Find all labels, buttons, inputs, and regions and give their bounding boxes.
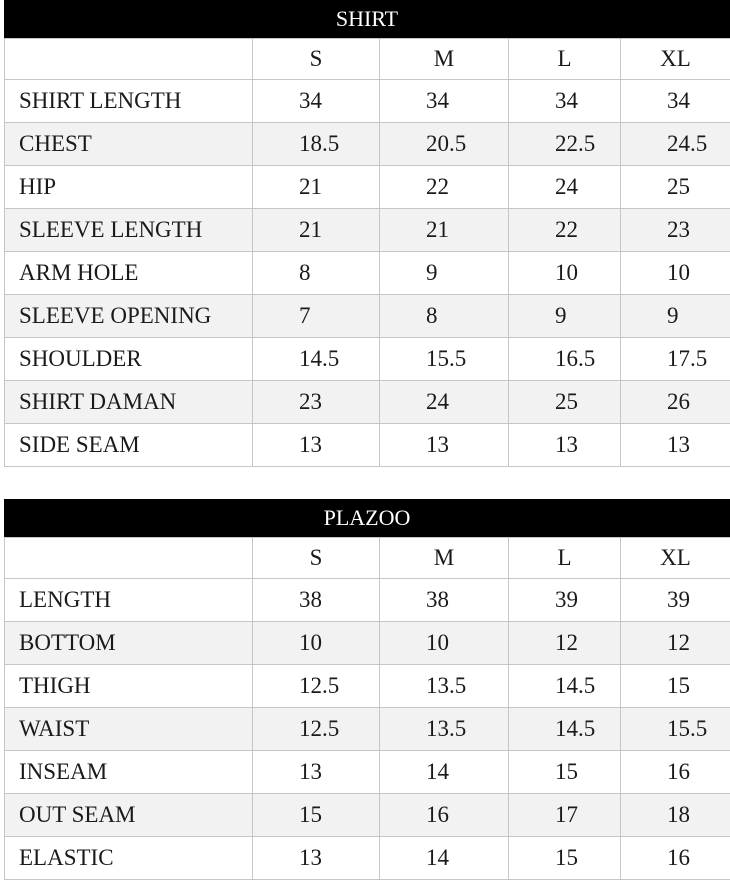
size-header-m: M (380, 538, 509, 579)
measurement-value: 20.5 (380, 123, 509, 166)
table-row (5, 381, 730, 424)
measurement-value: 10 (253, 622, 380, 665)
measurement-value: 14 (380, 837, 509, 880)
measurement-value: 39 (509, 579, 621, 622)
header-blank-cell (5, 538, 253, 579)
measurement-value: 23 (621, 209, 730, 252)
measurement-value: 14.5 (253, 338, 380, 381)
measurement-label: INSEAM (5, 751, 253, 794)
measurement-label: WAIST (5, 708, 253, 751)
measurement-value: 39 (621, 579, 730, 622)
measurement-label: SHIRT LENGTH (5, 80, 253, 123)
measurement-value: 34 (380, 80, 509, 123)
measurement-value: 8 (253, 252, 380, 295)
measurement-value: 12.5 (253, 665, 380, 708)
size-header-s: S (253, 538, 380, 579)
table-row (5, 295, 730, 338)
measurement-value: 14.5 (509, 708, 621, 751)
shirt-size-chart (4, 0, 730, 467)
measurement-label: SLEEVE OPENING (5, 295, 253, 338)
measurement-label: BOTTOM (5, 622, 253, 665)
measurement-value: 9 (509, 295, 621, 338)
size-header-l: L (509, 39, 621, 80)
measurement-value: 21 (253, 166, 380, 209)
measurement-label: THIGH (5, 665, 253, 708)
measurement-value: 18 (621, 794, 730, 837)
measurement-value: 13 (380, 424, 509, 467)
measurement-label: ARM HOLE (5, 252, 253, 295)
measurement-value: 9 (621, 295, 730, 338)
measurement-value: 18.5 (253, 123, 380, 166)
measurement-value: 10 (621, 252, 730, 295)
table-row (5, 579, 730, 622)
table-row (5, 338, 730, 381)
measurement-value: 13 (509, 424, 621, 467)
measurement-value: 34 (621, 80, 730, 123)
plazoo-table (4, 537, 730, 880)
measurement-value: 8 (380, 295, 509, 338)
shirt-size-header-row (5, 39, 730, 80)
measurement-label: HIP (5, 166, 253, 209)
measurement-value: 23 (253, 381, 380, 424)
shirt-table-body (5, 39, 730, 467)
size-header-xl: XL (621, 39, 730, 80)
measurement-value: 16 (621, 751, 730, 794)
measurement-value: 13 (621, 424, 730, 467)
measurement-value: 14.5 (509, 665, 621, 708)
measurement-label: CHEST (5, 123, 253, 166)
measurement-value: 12 (621, 622, 730, 665)
measurement-label: SIDE SEAM (5, 424, 253, 467)
measurement-value: 13 (253, 424, 380, 467)
measurement-value: 34 (253, 80, 380, 123)
measurement-value: 16 (621, 837, 730, 880)
table-row (5, 123, 730, 166)
measurement-label: OUT SEAM (5, 794, 253, 837)
measurement-value: 17 (509, 794, 621, 837)
plazoo-size-header-row (5, 538, 730, 579)
measurement-label: ELASTIC (5, 837, 253, 880)
measurement-value: 12.5 (253, 708, 380, 751)
measurement-value: 12 (509, 622, 621, 665)
measurement-value: 21 (253, 209, 380, 252)
plazoo-title: PLAZOO (4, 499, 730, 537)
table-row (5, 166, 730, 209)
measurement-value: 24 (380, 381, 509, 424)
table-row (5, 252, 730, 295)
measurement-value: 21 (380, 209, 509, 252)
measurement-value: 22 (509, 209, 621, 252)
measurement-value: 13 (253, 837, 380, 880)
measurement-label: SHOULDER (5, 338, 253, 381)
measurement-value: 25 (621, 166, 730, 209)
measurement-value: 13.5 (380, 708, 509, 751)
measurement-value: 24.5 (621, 123, 730, 166)
measurement-value: 15.5 (621, 708, 730, 751)
table-row (5, 751, 730, 794)
measurement-value: 10 (509, 252, 621, 295)
plazoo-table-body (5, 538, 730, 880)
measurement-value: 24 (509, 166, 621, 209)
measurement-value: 15 (621, 665, 730, 708)
measurement-value: 22.5 (509, 123, 621, 166)
measurement-value: 26 (621, 381, 730, 424)
plazoo-size-chart (4, 499, 730, 880)
measurement-label: SLEEVE LENGTH (5, 209, 253, 252)
table-row (5, 424, 730, 467)
table-row (5, 80, 730, 123)
measurement-label: LENGTH (5, 579, 253, 622)
measurement-value: 38 (253, 579, 380, 622)
size-header-l: L (509, 538, 621, 579)
measurement-value: 13 (253, 751, 380, 794)
table-row (5, 622, 730, 665)
measurement-value: 25 (509, 381, 621, 424)
size-header-s: S (253, 39, 380, 80)
measurement-value: 38 (380, 579, 509, 622)
measurement-value: 34 (509, 80, 621, 123)
measurement-value: 22 (380, 166, 509, 209)
shirt-table (4, 38, 730, 467)
measurement-value: 10 (380, 622, 509, 665)
table-row (5, 794, 730, 837)
header-blank-cell (5, 39, 253, 80)
measurement-value: 15.5 (380, 338, 509, 381)
measurement-value: 7 (253, 295, 380, 338)
measurement-value: 13.5 (380, 665, 509, 708)
table-row (5, 209, 730, 252)
table-row (5, 837, 730, 880)
measurement-value: 14 (380, 751, 509, 794)
shirt-title: SHIRT (4, 0, 730, 38)
measurement-value: 15 (253, 794, 380, 837)
measurement-label: SHIRT DAMAN (5, 381, 253, 424)
measurement-value: 17.5 (621, 338, 730, 381)
size-header-xl: XL (621, 538, 730, 579)
measurement-value: 15 (509, 751, 621, 794)
measurement-value: 9 (380, 252, 509, 295)
measurement-value: 15 (509, 837, 621, 880)
measurement-value: 16.5 (509, 338, 621, 381)
table-row (5, 665, 730, 708)
measurement-value: 16 (380, 794, 509, 837)
table-row (5, 708, 730, 751)
size-header-m: M (380, 39, 509, 80)
